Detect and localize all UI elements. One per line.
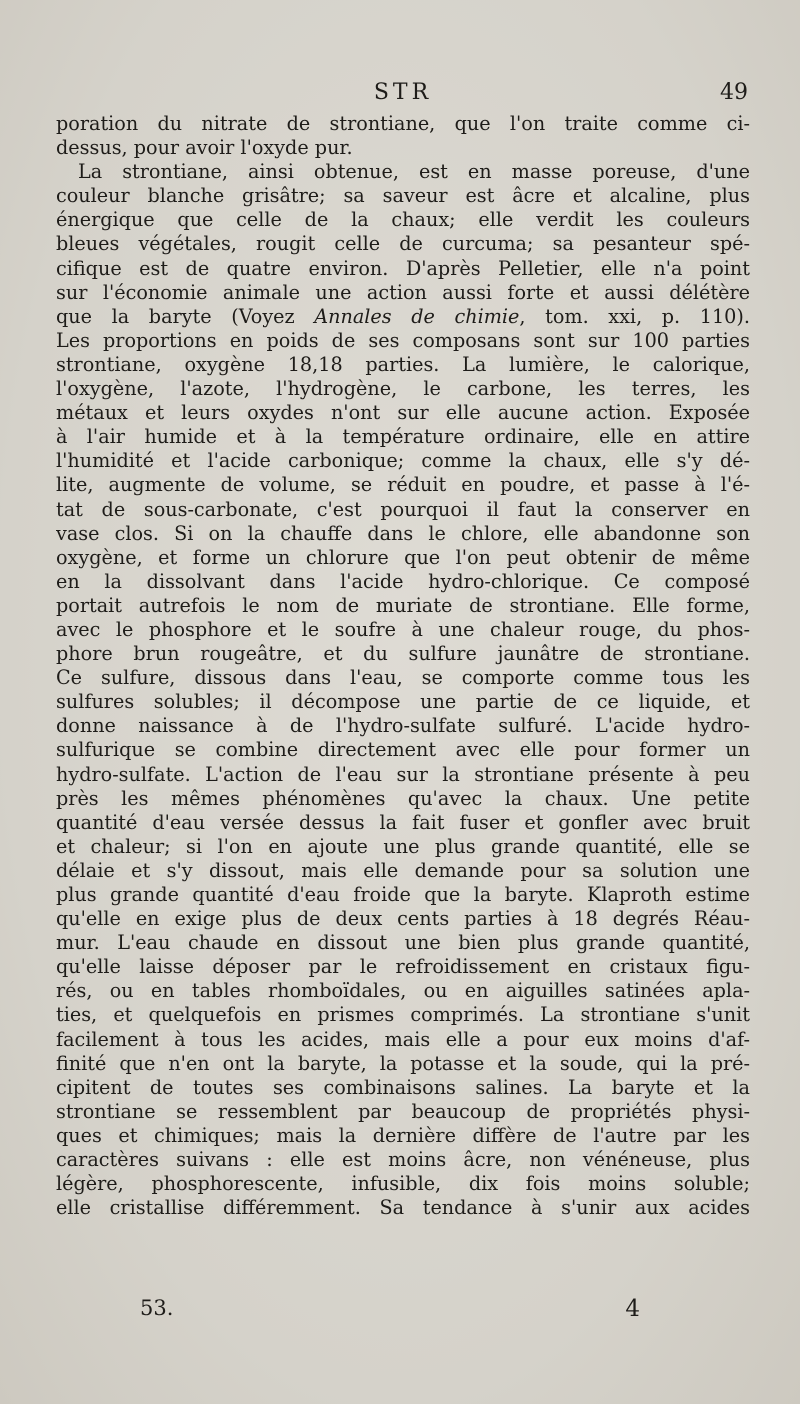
text-line: sulfures solubles; il décompose une partie de ce liquide, et — [56, 690, 750, 714]
text-line: oxygène, et forme un chlorure que l'on peut obtenir de même — [56, 545, 750, 569]
journal-title: Annales de chimie — [314, 304, 520, 328]
text-line: près les mêmes phénomènes qu'avec la chaux. Une petite — [56, 786, 750, 810]
text-line: lite, augmente de volume, se réduit en poudre, et passe à l'é- — [56, 473, 750, 497]
text-line: l'oxygène, l'azote, l'hydrogène, le carbone, les terres, les — [56, 377, 750, 401]
signature-mark: 53. — [140, 1296, 174, 1320]
text-line: quantité d'eau versée dessus la fait fuser et gonfler avec bruit — [56, 810, 750, 834]
text-line: phore brun rougeâtre, et du sulfure jaunâtre de strontiane. — [56, 642, 750, 666]
gathering-number: 4 — [625, 1296, 640, 1322]
text-line: avec le phosphore et le soufre à une chaleur rouge, du phos- — [56, 617, 750, 641]
text-line: donne naissance à de l'hydro-sulfate sulfuré. L'acide hydro- — [56, 714, 750, 738]
text-line: strontiane se ressemblent par beaucoup de propriétés physi- — [56, 1099, 750, 1123]
page-footer — [140, 1296, 640, 1326]
text-line: elle cristallise différemment. Sa tendance à s'unir aux acides — [56, 1196, 750, 1220]
text-line: facilement à tous les acides, mais elle a pour eux moins d'af- — [56, 1027, 750, 1051]
text-line: énergique que celle de la chaux; elle verdit les couleurs — [56, 208, 750, 232]
text-line: en la dissolvant dans l'acide hydro-chlorique. Ce composé — [56, 569, 750, 593]
text-line: que la baryte (Voyez Annales de chimie, tom. xxi, p. 110). — [56, 304, 750, 328]
text-line: La strontiane, ainsi obtenue, est en masse poreuse, d'une — [78, 160, 750, 184]
text-line: strontiane, oxygène 18,18 parties. La lumière, le calorique, — [56, 352, 750, 376]
text-line: dessus, pour avoir l'oxyde pur. — [56, 136, 353, 160]
text-line: vase clos. Si on la chauffe dans le chlore, elle abandonne son — [56, 521, 750, 545]
text-line: à l'air humide et à la température ordinaire, elle en attire — [56, 425, 750, 449]
text-line: Ce sulfure, dissous dans l'eau, se comporte comme tous les — [56, 666, 750, 690]
text-line: qu'elle laisse déposer par le refroidissement en cristaux figu- — [56, 955, 750, 979]
text-line: portait autrefois le nom de muriate de strontiane. Elle forme, — [56, 593, 750, 617]
text-line: qu'elle en exige plus de deux cents parties à 18 degrés Réau- — [56, 907, 750, 931]
text-line: métaux et leurs oxydes n'ont sur elle aucune action. Exposée — [56, 401, 750, 425]
text-line: l'humidité et l'acide carbonique; comme la chaux, elle s'y dé- — [56, 449, 750, 473]
text-line: Les proportions en poids de ses composans sont sur 100 parties — [56, 328, 750, 352]
text-line: sulfurique se combine directement avec elle pour former un — [56, 738, 750, 762]
text-line: délaie et s'y dissout, mais elle demande pour sa solution une — [56, 858, 750, 882]
page-number: 49 — [720, 80, 748, 105]
text-line: couleur blanche grisâtre; sa saveur est âcre et alcaline, plus — [56, 184, 750, 208]
text-line: ques et chimiques; mais la dernière diffère de l'autre par les — [56, 1123, 750, 1147]
text-line: tat de sous-carbonate, c'est pourquoi il faut la conserver en — [56, 497, 750, 521]
text-line: plus grande quantité d'eau froide que la baryte. Klaproth estime — [56, 883, 750, 906]
text-line: cifique est de quatre environ. D'après Pelletier, elle n'a point — [56, 256, 750, 280]
text-line: sur l'économie animale une action aussi forte et aussi délétère — [56, 280, 750, 304]
running-head — [58, 80, 748, 114]
text-line: légère, phosphorescente, infusible, dix fois moins soluble; — [56, 1172, 750, 1196]
text-line: finité que n'en ont la baryte, la potasse et la soude, qui la pré- — [56, 1051, 750, 1075]
text-line: mur. L'eau chaude en dissout une bien plus grande quantité, — [56, 931, 750, 955]
text-line: caractères suivans : elle est moins âcre, non vénéneuse, plus — [56, 1148, 750, 1172]
text-line: et chaleur; si l'on en ajoute une plus grande quantité, elle se — [56, 834, 750, 858]
text-line: rés, ou en tables rhomboïdales, ou en aiguilles satinées apla- — [56, 979, 750, 1003]
text-line: ties, et quelquefois en prismes comprimés. La strontiane s'unit — [56, 1003, 750, 1027]
body-text — [56, 112, 750, 1220]
text-line: poration du nitrate de strontiane, que l'on traite comme ci- — [56, 112, 750, 135]
text-line: hydro-sulfate. L'action de l'eau sur la strontiane présente à peu — [56, 762, 750, 786]
text-line: cipitent de toutes ses combinaisons salines. La baryte et la — [56, 1075, 750, 1099]
running-title: STR — [373, 80, 433, 105]
text-line: bleues végétales, rougit celle de curcuma; sa pesanteur spé- — [56, 232, 750, 256]
